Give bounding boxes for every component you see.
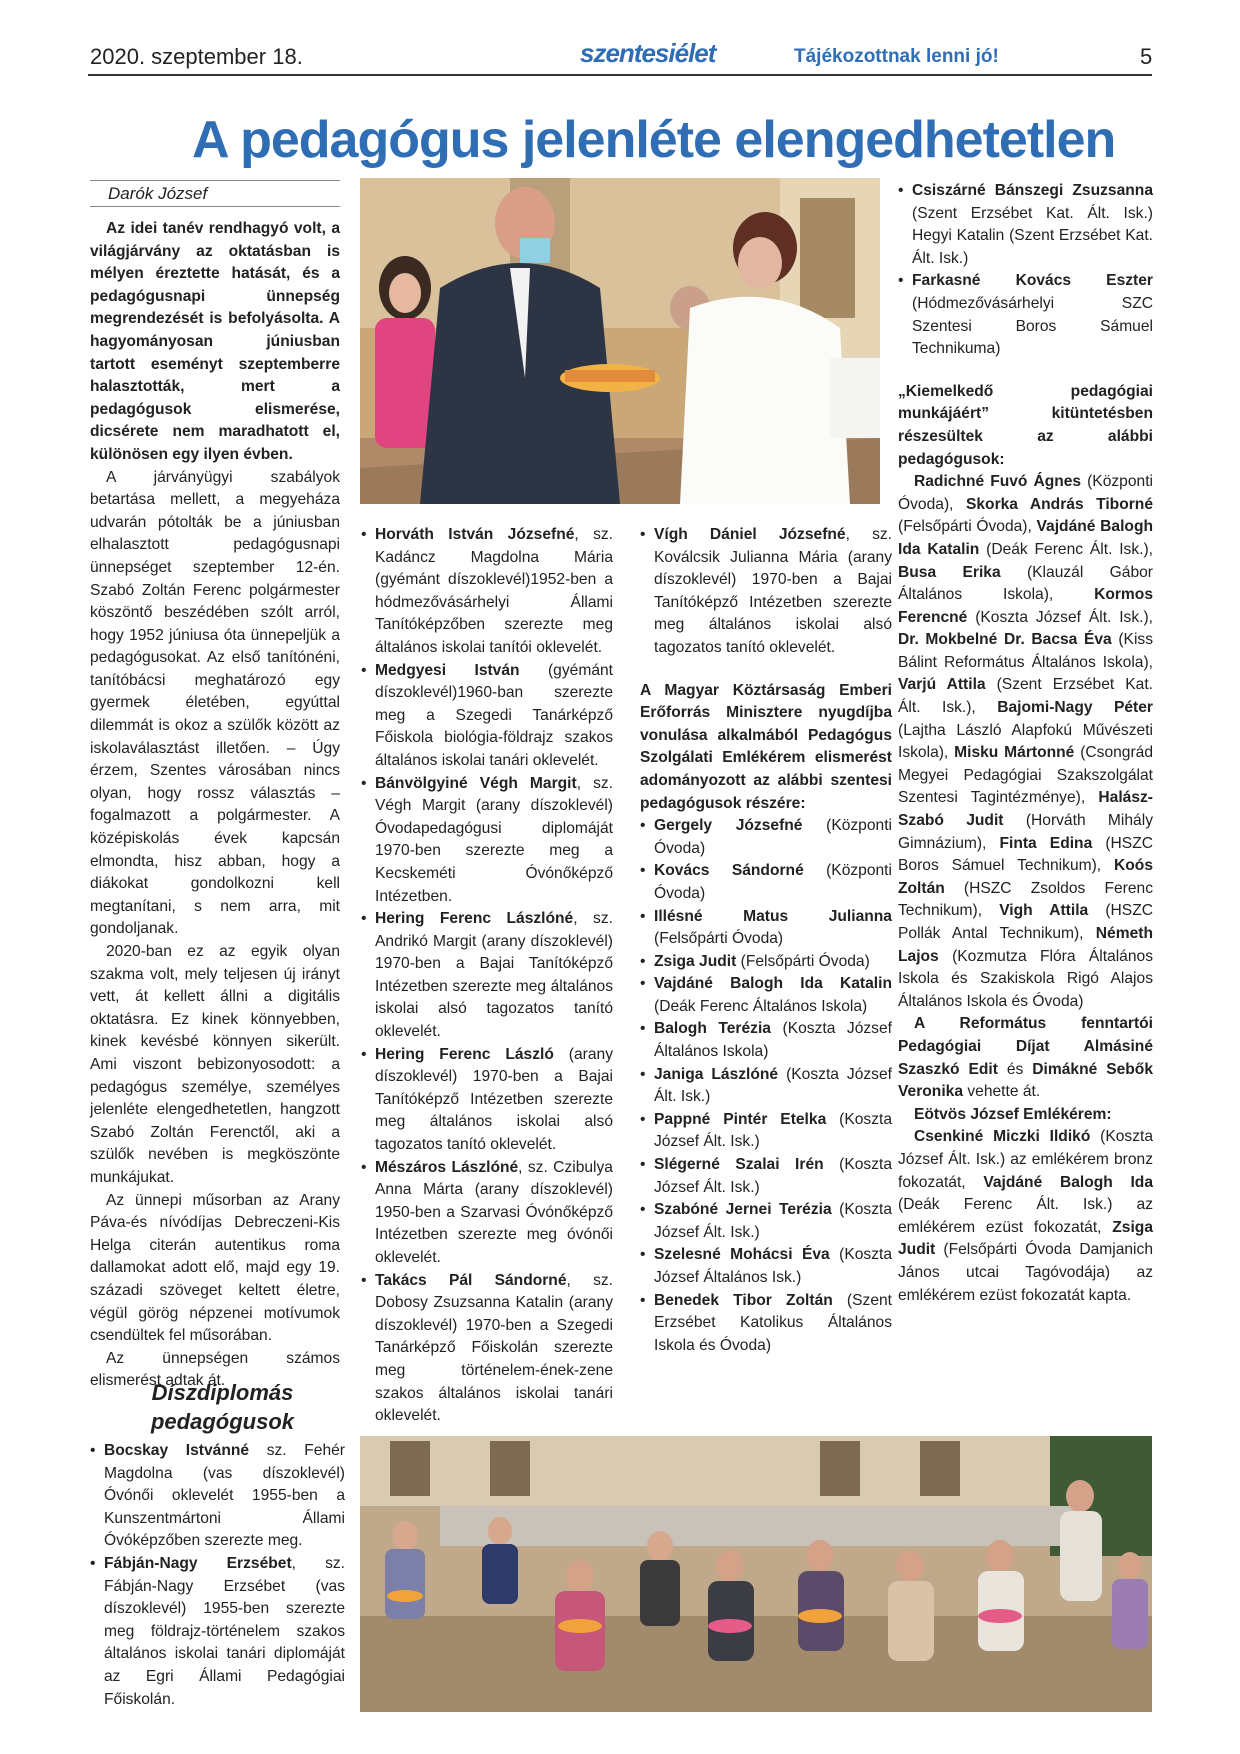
list-item-text: , sz. Czibulya Anna Márta (arany díszoklevél) 1950-ben a Szarvasi Óvónőképző Intézetben szerezte meg óvónői oklevelét. bbox=[375, 1158, 613, 1266]
diszdiploma-list-part-1 bbox=[90, 1440, 345, 1711]
paragraph: Az ünnepségen számos elismerést adtak át. bbox=[90, 1349, 340, 1390]
paragraph: Az ünnepi műsorban az Arany Páva-és nívódíjas Debreczeni-Kis Helga citerán autentikus roma dallamokat adott elő, majd egy 19. századi szöveget keltett életre, végül görög népzenei motívumok csendültek fel műsorában. bbox=[90, 1191, 340, 1345]
paragraph: A járványügyi szabályok betartása mellett, a megyeháza udvarán pótolták be a júniusban elhalasztott pedagógusnapi ünnepséget szeptember 12-én. Szabó Zoltán Ferenc polgármester köszöntő beszédében szólt arról, hogy 1952 júniusa óta ünnepeljük a pedagógusokat. Az első tanítónéni, tanítóbácsi meghatározó egy gyermek életében, egyúttal dilemmát is okoz a szülők között az iskolaválasztást illetően. – Úgy érzem, Szentes városában nincs olyan, hogy rossz választás –fogalmazott a polgármester. A középiskolás évek kapcsán elmondta, hisz abban, hogy a diákokat gondolkozni kell megtanítani, s nem arra, mit gondoljanak. bbox=[90, 468, 340, 938]
list-item-name: Kovács Sándorné bbox=[654, 862, 804, 880]
list-item-text: (Koszta József Ált. Isk.) bbox=[654, 1065, 892, 1106]
list-item bbox=[361, 660, 613, 773]
list-item-name: Benedek Tibor Zoltán bbox=[654, 1291, 833, 1309]
list-item-text: , sz. Végh Margit (arany díszoklevél) Óvodapedagógusi diplomáját 1970-ben szerezte meg a Kecskeméti Óvónőképző Intézetben. bbox=[375, 774, 613, 905]
list-item-name: Medgyesi István bbox=[375, 661, 520, 679]
list-item-text: (Koszta József Ált. Isk.) bbox=[654, 1156, 893, 1196]
list-item bbox=[640, 1199, 892, 1244]
list-item bbox=[361, 1270, 613, 1428]
list-item bbox=[361, 1044, 613, 1157]
list-item-name: Hering Ferenc Lászlóné bbox=[375, 910, 574, 928]
list-item-text: , sz. Fábján-Nagy Erzsébet (vas díszoklevél) 1955-ben szerezte meg földrajz-történelem szakos általános iskolai tanári diplomáját az Egri Állami Pedagógiai Főiskolán. bbox=[104, 1554, 345, 1708]
column-4 bbox=[898, 180, 1153, 1307]
list-item bbox=[640, 973, 892, 1018]
column-3 bbox=[640, 524, 892, 1357]
list-item-text: (Koszta József Általános Iskola) bbox=[654, 1020, 892, 1061]
list-item-name: Mészáros Lászlóné bbox=[375, 1158, 519, 1176]
list-item-name: Balogh Terézia bbox=[654, 1020, 771, 1038]
list-item-name: Janiga Lászlóné bbox=[654, 1065, 779, 1083]
diszdiploma-list bbox=[361, 524, 613, 1428]
newspaper-logo: szentesiélet bbox=[580, 38, 716, 68]
list-item-text: , sz. Kadáncz Magdolna Mária (gyémánt díszoklevél)1952-ben a hódmezővásárhelyi Állami Tanítóképzőben szerezte meg általános iskolai tanítói oklevelét. bbox=[375, 526, 614, 656]
list-item-name: Farkasné Kovács Eszter bbox=[912, 272, 1153, 290]
list-item-name: Szelesné Mohácsi Éva bbox=[654, 1246, 830, 1264]
diszdiploma-list-col3 bbox=[640, 524, 892, 660]
list-item-name: Takács Pál Sándorné bbox=[375, 1271, 567, 1289]
list-item bbox=[361, 524, 613, 660]
list-item-name: Pappné Pintér Etelka bbox=[654, 1110, 827, 1128]
list-item bbox=[361, 908, 613, 1044]
eotvos-text: Csenkiné Miczki Ildikó (Koszta József Ált. Isk.) az emlékérem bronz fokozatát, Vajdáné Balogh Ida (Deák Ferenc Ált. Isk.) az emlékérem ezüst fokozatát, Zsiga Judit (Felsőpárti Óvoda Damjanich János utcai Tagóvodája) az emlékérem ezüst fokozatát kapta. bbox=[898, 1128, 1153, 1304]
list-item bbox=[640, 1290, 892, 1358]
list-item-name: Slégerné Szalai Irén bbox=[654, 1156, 824, 1174]
list-item-name: Fábján-Nagy Erzsébet bbox=[104, 1554, 292, 1572]
list-item bbox=[640, 1244, 892, 1289]
list-item bbox=[90, 1553, 345, 1711]
list-item bbox=[640, 815, 892, 860]
list-item-text: (Koszta József Ált. Isk.) bbox=[654, 1110, 893, 1151]
page-number: 5 bbox=[1140, 44, 1153, 69]
newspaper-slogan: Tájékozottnak lenni jó! bbox=[794, 46, 999, 67]
eotvos-title: Eötvös József Emlékérem: bbox=[914, 1105, 1112, 1123]
list-item-text: (Koszta József Ált. Isk.) bbox=[654, 1201, 892, 1241]
list-item-text: , sz. Dobosy Zsuzsanna Katalin (arany díszoklevél) 1970-ben a Szegedi Tanárképző Főiskolán szerezte meg történelem-ének-zene szakos általános iskolai tanári oklevelét. bbox=[375, 1271, 614, 1425]
list-item bbox=[640, 1154, 892, 1199]
author-divider bbox=[90, 206, 340, 207]
kiemelkedo-intro: „Kiemelkedő pedagógiai munkájáért” kitüntetésben részesültek az alábbi pedagógusok: bbox=[898, 382, 1153, 468]
list-item-name: Bocskay Istvánné bbox=[104, 1442, 250, 1459]
list-item-text: (Szent Erzsébet Kat. Ált. Isk.) Hegyi Katalin (Szent Erzsébet Kat. Ált. Isk.) bbox=[912, 204, 1153, 267]
issue-date: 2020. szeptember 18. bbox=[90, 44, 303, 69]
article-author: Darók József bbox=[108, 184, 208, 203]
list-item-text: (Központi Óvoda) bbox=[654, 817, 892, 857]
header-divider bbox=[88, 74, 1152, 76]
emlekerem-list bbox=[640, 815, 892, 1357]
list-item-text: (Felsőpárti Óvoda) bbox=[736, 952, 870, 970]
list-item-text: (Szent Erzsébet Katolikus Általános Iskola és Óvoda) bbox=[654, 1291, 892, 1354]
list-item-name: Gergely Józsefné bbox=[654, 817, 803, 835]
list-item-text: (gyémánt díszoklevél)1960-ban szerezte meg a Szegedi Tanárképző Főiskola biológia-földrajz szakos általános iskolai tanári oklevelét. bbox=[375, 661, 613, 769]
list-item-text: (Központi Óvoda) bbox=[654, 862, 892, 902]
list-item-name: Hering Ferenc László bbox=[375, 1045, 554, 1063]
list-item-name: Zsiga Judit bbox=[654, 952, 737, 970]
list-item-text: , sz. Andrikó Margit (arany díszoklevél) 1970-ben a Bajai Tanítóképző Intézetben szerezte meg általános iskolai alsó tagozatos tanító oklevelét. bbox=[375, 910, 613, 1041]
list-item-text: (arany díszoklevél) 1970-ben a Bajai Tanítóképző Intézetben szerezte meg általános iskolai alsó tagozatos tanító oklevelét. bbox=[375, 1045, 613, 1154]
list-item bbox=[640, 860, 892, 905]
emlekerem-intro: A Magyar Köztársaság Emberi Erőforrás Minisztere nyugdíjba vonulása alkalmából Pedagógus Szolgálati Emlékérem elismerést adományozott az alábbi szentesi pedagógusok részére: bbox=[640, 681, 892, 812]
diszdiploma-list bbox=[90, 1440, 345, 1711]
list-item-name: Bánvölgyiné Végh Margit bbox=[375, 774, 577, 792]
list-item-name: Illésné Matus Julianna bbox=[654, 907, 892, 925]
list-item bbox=[640, 1064, 892, 1109]
column-1 bbox=[90, 218, 340, 1393]
list-item bbox=[90, 1440, 345, 1553]
article-headline: A pedagógus jelenléte elengedhetetlen bbox=[192, 111, 1116, 169]
list-item-text: , sz. Koválcsik Julianna Mária (arany díszoklevél) 1970-ben a Bajai Tanítóképző Intézetben szerezte meg általános iskolai alsó tagozatos tanító oklevelét. bbox=[654, 526, 892, 656]
kiemelkedo-list: Radichné Fuvó Ágnes (Központi Óvoda), Skorka András Tiborné (Felsőpárti Óvoda), Vajdáné Balogh Ida Katalin (Deák Ferenc Ált. Isk.), Busa Erika (Klauzál Gábor Általános Iskola), Kormos Ferencné (Koszta József Ált. Isk.), Dr. Mokbelné Dr. Bacsa Éva (Kiss Bálint Református Általános Iskola), Varjú Attila (Szent Erzsébet Kat. Ált. Isk.), Bajomi-Nagy Péter (Lajtha László Alapfokú Művészeti Iskola), Misku Mártonné (Csongrád Megyei Pedagógiai Szakszolgálat Szentesi Tagintézménye), Halász-Szabó Judit (Horváth Mihály Gimnázium), Finta Edina (HSZC Boros Sámuel Technikum), Koós Zoltán (HSZC Zsoldos Ferenc Technikum), Vigh Attila (HSZC Pollák Antal Technikum), Németh Lajos (Kozmutza Flóra Általános Iskola és Szakiskola Rigó Alajos Általános Iskola és Óvoda) bbox=[898, 473, 1154, 1010]
list-item-text: (Deák Ferenc Általános Iskola) bbox=[654, 997, 868, 1015]
list-item bbox=[640, 951, 892, 974]
list-item-name: Vajdáné Balogh Ida Katalin bbox=[654, 975, 892, 993]
emlekerem-list-cont bbox=[898, 180, 1153, 361]
list-item-text: (Koszta József Általános Isk.) bbox=[654, 1246, 892, 1286]
subhead-diszdiplomas: Díszdiplomás pedagógusok bbox=[150, 1380, 294, 1434]
list-item-name: Szabóné Jernei Terézia bbox=[654, 1201, 832, 1219]
list-item-text: (Hódmezővásárhelyi SZC Szentesi Boros Sámuel Technikuma) bbox=[912, 294, 1153, 358]
author-divider-top bbox=[90, 180, 340, 181]
list-item-text: sz. Fehér Magdolna (vas díszoklevél) Óvónői oklevelét 1955-ben a Kunszentmártoni Állami Óvóképzőben szerezte meg. bbox=[104, 1442, 346, 1550]
list-item bbox=[361, 773, 613, 909]
ceremony-photo-award bbox=[360, 178, 880, 504]
list-item bbox=[898, 180, 1153, 270]
list-item bbox=[361, 1157, 613, 1270]
list-item-name: Vígh Dániel Józsefné bbox=[654, 526, 846, 543]
list-item bbox=[898, 270, 1153, 360]
list-item-name: Horváth István Józsefné bbox=[375, 526, 575, 543]
list-item bbox=[640, 1018, 892, 1063]
list-item-name: Csiszárné Bánszegi Zsuzsanna bbox=[912, 182, 1153, 199]
list-item-text: (Felsőpárti Óvoda) bbox=[654, 930, 784, 948]
article-lead: Az idei tanév rendhagyó volt, a világjárvány az oktatásban is mélyen éreztette hatását, és a pedagógusnapi ünnepség megrendezését is befolyásolta. A hagyományosan júniusban tartott eseményt szeptemberre halasztották, mert a pedagógusok elismerése, dicsérete nem maradhatott el, különösen egy ilyen évben. bbox=[90, 220, 340, 463]
list-item bbox=[640, 1109, 892, 1154]
paragraph: 2020-ban ez az egyik olyan szakma volt, mely teljesen új irányt vett, át kellett állni a digitális oktatásra. Ez kinek könnyebben, kinek kevésbé könnyen sikerült. Ami viszont bebizonyosodott: a pedagógus személye, személyes jelenléte elengedhetetlen, hangzott Szabó Zoltán Ferenctől, aki a szülők nevében is megköszönte munkájukat. bbox=[90, 943, 340, 1186]
list-item bbox=[640, 524, 892, 660]
list-item bbox=[640, 906, 892, 951]
column-2 bbox=[361, 524, 613, 1428]
reformatus-award: A Református fenntartói Pedagógiai Díjat Almásiné Szaszkó Edit és Dimákné Sebők Veronika vehette át. bbox=[898, 1015, 1153, 1101]
ceremony-photo-group bbox=[360, 1436, 1152, 1712]
